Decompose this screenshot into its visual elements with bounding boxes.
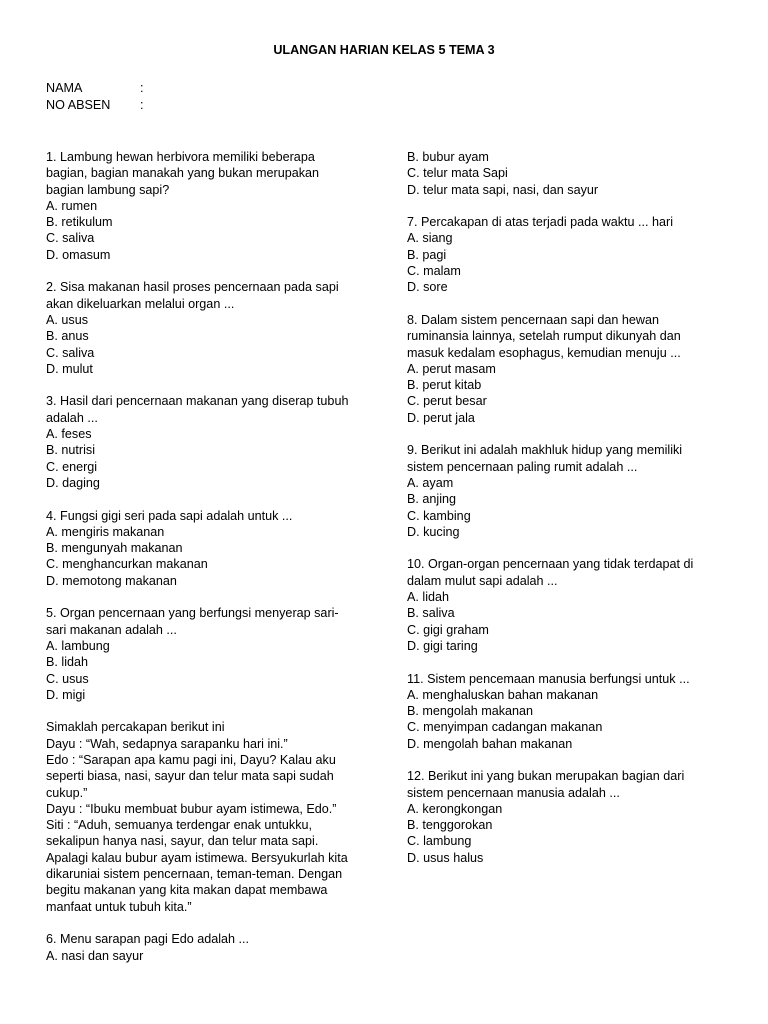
question-text: 8. Dalam sistem pencernaan sapi dan hewan: [407, 312, 660, 327]
text-line: B. tenggorokan: [407, 818, 493, 833]
question-block: [407, 149, 727, 198]
text-line: D. memotong makanan: [46, 573, 177, 588]
question-text: B. bubur ayam: [407, 150, 489, 164]
text-line: D. daging: [46, 475, 100, 490]
question-text: 9. Berikut ini adalah makhluk hidup yang memiliki: [407, 443, 683, 458]
question-block: [46, 508, 366, 589]
text-line: A. perut masam: [407, 361, 496, 376]
text-line: B. pagi: [407, 247, 447, 262]
text-line: C. lambung: [407, 834, 472, 849]
text-line: B. mengolah makanan: [407, 704, 534, 719]
text-line: sistem pencernaan paling rumit adalah ...: [407, 459, 638, 474]
text-line: C. usus: [46, 671, 89, 686]
text-line: C. energi: [46, 459, 98, 474]
question-text: 2. Sisa makanan hasil proses pencernaan pada sapi: [46, 280, 339, 295]
name-colon: :: [140, 81, 144, 95]
question-block: [46, 279, 366, 377]
question-block: [46, 719, 366, 915]
text-line: A. lambung: [46, 638, 110, 653]
text-line: C. menghancurkan makanan: [46, 557, 208, 572]
text-line: A. ayam: [407, 475, 454, 490]
text-line: B. lidah: [46, 655, 89, 670]
text-line: B. saliva: [407, 606, 455, 621]
text-line: akan dikeluarkan melalui organ ...: [46, 296, 235, 311]
text-line: Apalagi kalau bubur ayam istimewa. Bersyukurlah kita: [46, 850, 348, 865]
text-line: bagian, bagian manakah yang bukan merupakan: [46, 166, 320, 181]
text-line: cukup.”: [46, 785, 88, 800]
text-line: C. perut besar: [407, 394, 487, 409]
name-field-row: [46, 80, 144, 96]
question-text: 5. Organ pencernaan yang berfungsi menyerap sari-: [46, 606, 339, 621]
text-line: seperti biasa, nasi, sayur dan telur mata sapi sudah: [46, 769, 334, 784]
absen-field-row: [46, 97, 144, 113]
text-line: begitu makanan yang kita makan dapat membawa: [46, 883, 328, 898]
text-line: A. lidah: [407, 590, 450, 605]
text-line: D. kucing: [407, 524, 460, 539]
question-text: 7. Percakapan di atas terjadi pada waktu ... hari: [407, 215, 674, 230]
text-line: B. anjing: [407, 492, 457, 507]
text-line: A. kerongkongan: [407, 801, 503, 816]
question-block: [407, 556, 727, 654]
text-line: A. nasi dan sayur: [46, 948, 144, 963]
text-line: C. saliva: [46, 231, 95, 246]
text-line: D. perut jala: [407, 410, 475, 425]
text-line: D. mulut: [46, 361, 93, 376]
text-line: A. siang: [407, 231, 453, 246]
text-line: Edo : “Sarapan apa kamu pagi ini, Dayu? Kalau aku: [46, 752, 336, 767]
text-line: bagian lambung sapi?: [46, 182, 170, 197]
text-line: Dayu : “Wah, sedapnya sarapanku hari ini.”: [46, 736, 288, 751]
text-line: C. saliva: [46, 345, 95, 360]
text-line: B. perut kitab: [407, 378, 482, 393]
text-line: D. omasum: [46, 247, 111, 262]
question-block: [407, 312, 727, 426]
text-line: dikaruniai sistem pencernaan, teman-teman. Dengan: [46, 867, 343, 882]
text-line: A. feses: [46, 427, 92, 442]
text-line: B. anus: [46, 329, 89, 344]
text-line: C. kambing: [407, 508, 471, 523]
question-text: 11. Sistem pencemaan manusia berfungsi untuk ...: [407, 671, 690, 686]
text-line: D. telur mata sapi, nasi, dan sayur: [407, 182, 599, 197]
question-block: [46, 931, 366, 964]
text-line: Siti : “Aduh, semuanya terdengar enak untukku,: [46, 818, 313, 833]
text-line: adalah ...: [46, 410, 98, 425]
text-line: sekalipun hanya nasi, sayur, dan telur mata sapi.: [46, 834, 319, 849]
question-text: 12. Berikut ini yang bukan merupakan bagian dari: [407, 769, 685, 784]
text-line: manfaat untuk tubuh kita.”: [46, 899, 192, 914]
text-line: Dayu : “Ibuku membuat bubur ayam istimewa, Edo.”: [46, 801, 337, 816]
text-line: A. mengiris makanan: [46, 524, 165, 539]
text-line: dalam mulut sapi adalah ...: [407, 573, 558, 588]
text-line: C. telur mata Sapi: [407, 166, 508, 181]
text-line: sari makanan adalah ...: [46, 622, 177, 637]
question-text: 6. Menu sarapan pagi Edo adalah ...: [46, 932, 250, 947]
question-block: [46, 149, 366, 263]
text-line: A. rumen: [46, 198, 98, 213]
question-text: 3. Hasil dari pencernaan makanan yang diserap tubuh: [46, 394, 349, 409]
text-line: C. malam: [407, 264, 461, 279]
question-block: [407, 671, 727, 752]
text-line: B. nutrisi: [46, 443, 95, 458]
text-line: D. migi: [46, 687, 86, 702]
text-line: sistem pencernaan manusia adalah ...: [407, 785, 620, 800]
left-column: [46, 149, 366, 980]
text-line: C. menyimpan cadangan makanan: [407, 720, 603, 735]
text-line: B. mengunyah makanan: [46, 541, 183, 556]
question-block: [407, 214, 727, 295]
text-line: D. mengolah bahan makanan: [407, 736, 573, 751]
text-line: ruminansia lainnya, setelah rumput dikunyah dan: [407, 329, 681, 344]
name-label: NAMA: [46, 81, 83, 95]
page-title: ULANGAN HARIAN KELAS 5 TEMA 3: [273, 43, 495, 57]
text-line: B. retikulum: [46, 215, 113, 230]
right-column: [407, 149, 727, 882]
question-block: [46, 605, 366, 703]
question-text: 1. Lambung hewan herbivora memiliki beberapa: [46, 150, 315, 164]
absen-colon: :: [140, 98, 144, 112]
question-block: [407, 768, 727, 866]
text-line: A. usus: [46, 312, 88, 327]
text-line: C. gigi graham: [407, 622, 489, 637]
question-text: Simaklah percakapan berikut ini: [46, 720, 225, 735]
text-line: D. usus halus: [407, 850, 484, 865]
question-block: [46, 393, 366, 491]
absen-label: NO ABSEN: [46, 98, 111, 112]
text-line: masuk kedalam esophagus, kemudian menuju ...: [407, 345, 681, 360]
text-line: D. sore: [407, 280, 448, 295]
question-text: 10. Organ-organ pencernaan yang tidak terdapat di: [407, 557, 694, 572]
question-text: 4. Fungsi gigi seri pada sapi adalah untuk ...: [46, 508, 293, 523]
text-line: A. menghaluskan bahan makanan: [407, 687, 599, 702]
text-line: D. gigi taring: [407, 638, 478, 653]
question-block: [407, 442, 727, 540]
